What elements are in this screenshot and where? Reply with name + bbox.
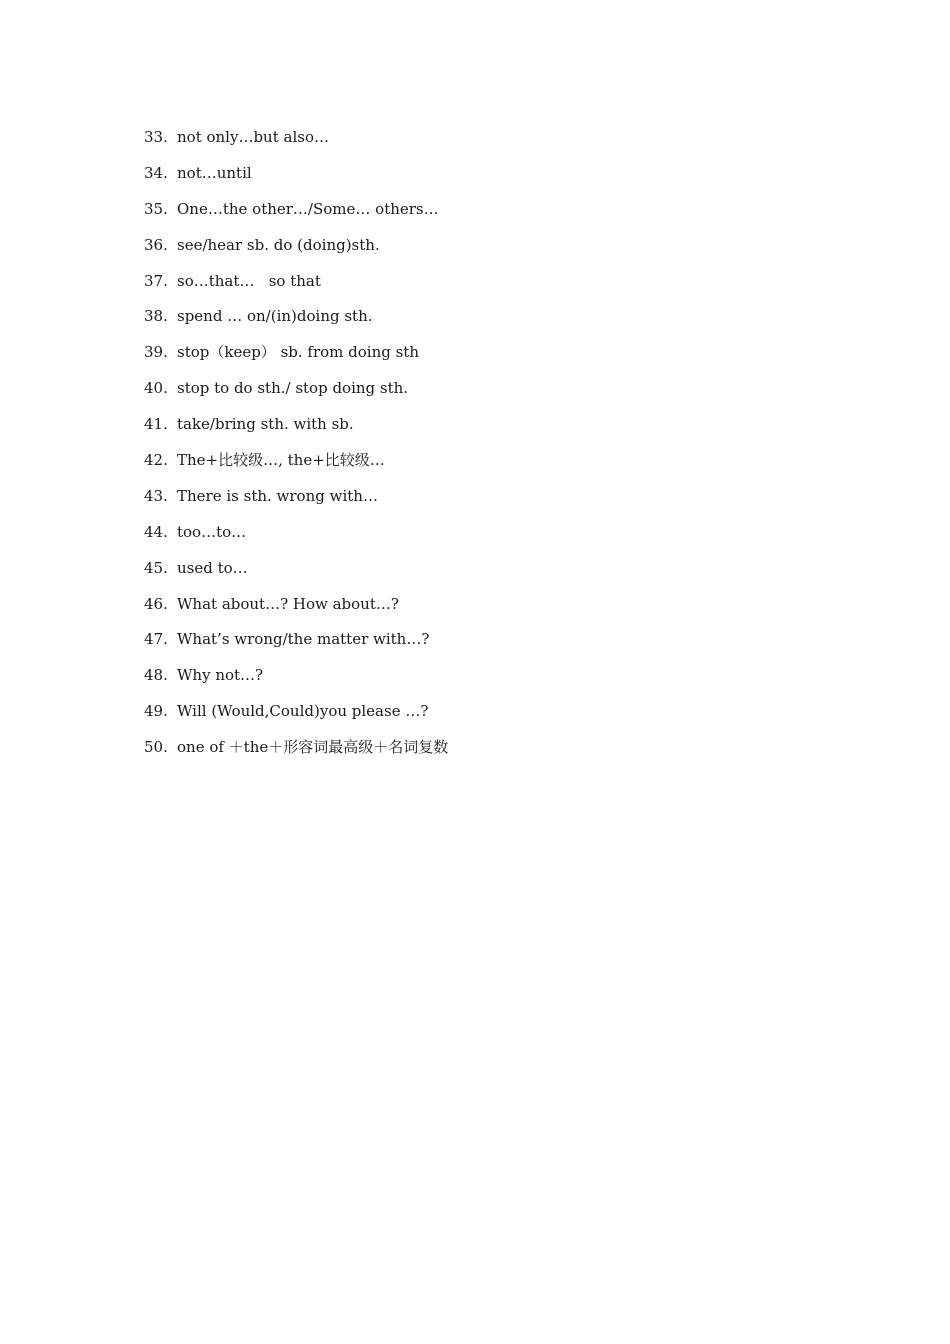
item-number: 36. (144, 235, 168, 254)
list-item (144, 375, 448, 411)
list-item (144, 447, 448, 483)
item-text: Why not…? (177, 666, 264, 685)
item-text: One…the other…/Some… others… (177, 199, 439, 218)
list-item (144, 698, 448, 734)
item-number: 39. (144, 343, 168, 362)
item-number: 48. (144, 666, 168, 685)
item-text: so…that… so that (177, 271, 321, 290)
phrase-list (144, 124, 448, 770)
item-number: 43. (144, 486, 168, 505)
item-number: 38. (144, 307, 168, 326)
item-number: 49. (144, 702, 168, 721)
item-text: not only…but also… (177, 128, 329, 146)
list-item (144, 232, 448, 268)
list-item (144, 160, 448, 196)
item-number: 42. (144, 451, 168, 470)
item-text: see/hear sb. do (doing)sth. (177, 235, 380, 254)
item-number: 50. (144, 738, 168, 757)
item-number: 47. (144, 630, 168, 649)
list-item (144, 519, 448, 555)
list-item (144, 303, 448, 339)
list-item (144, 591, 448, 627)
item-number: 33. (144, 128, 168, 146)
list-item (144, 483, 448, 519)
item-text: What’s wrong/the matter with…? (177, 630, 430, 649)
item-text: What about…? How about…? (177, 594, 399, 613)
item-text: The+比较级…, the+比较级… (177, 451, 385, 470)
list-item (144, 196, 448, 232)
item-number: 46. (144, 594, 168, 613)
list-item (144, 555, 448, 591)
item-text: take/bring sth. with sb. (177, 415, 354, 434)
item-number: 40. (144, 379, 168, 398)
list-item (144, 626, 448, 662)
list-item (144, 734, 448, 770)
item-text: one of ＋the＋形容词最高级＋名词复数 (177, 738, 449, 757)
item-number: 37. (144, 271, 168, 290)
item-text: stop（keep） sb. from doing sth (177, 343, 419, 362)
item-text: Will (Would,Could)you please …? (177, 702, 429, 721)
list-item (144, 268, 448, 304)
item-text: too…to… (177, 522, 247, 541)
item-text: not…until (177, 163, 252, 182)
item-text: There is sth. wrong with… (177, 486, 378, 505)
list-item (144, 124, 448, 160)
item-number: 41. (144, 415, 168, 434)
list-item (144, 662, 448, 698)
item-text: used to… (177, 558, 248, 577)
item-number: 35. (144, 199, 168, 218)
item-number: 34. (144, 163, 168, 182)
item-text: spend … on/(in)doing sth. (177, 307, 373, 326)
list-item (144, 411, 448, 447)
item-number: 45. (144, 558, 168, 577)
list-item (144, 339, 448, 375)
item-number: 44. (144, 522, 168, 541)
item-text: stop to do sth./ stop doing sth. (177, 379, 409, 398)
